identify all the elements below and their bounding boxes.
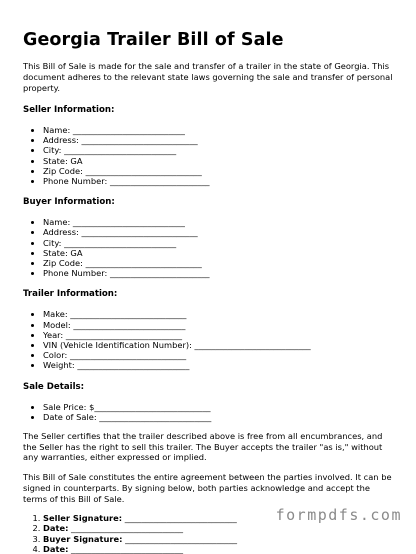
seller-state-field: • State: GA bbox=[43, 156, 393, 166]
trailer-make-field: • Make: ____________________________ bbox=[43, 309, 393, 319]
trailer-model-field: • Model: ___________________________ bbox=[43, 320, 393, 330]
seller-signature-line: ___________________________ bbox=[124, 513, 237, 524]
entire-agreement-paragraph: This Bill of Sale constitutes the entire agreement between the parties involved. It can be signed in counterparts. By signing below, both parties acknowledge and accept the terms of this Bill of Sale. bbox=[23, 472, 392, 504]
seller-name-field: • Name: ___________________________ bbox=[43, 125, 393, 135]
trailer-vin-field: • VIN (Vehicle Identification Number): ____________________________ bbox=[43, 340, 393, 350]
buyer-heading: Buyer Information: bbox=[23, 197, 115, 208]
seller-heading: Seller Information: bbox=[23, 105, 115, 115]
buyer-list bbox=[23, 217, 393, 278]
buyer-address-field: • Address: ____________________________ bbox=[43, 227, 393, 237]
bill-of-sale-document bbox=[23, 28, 393, 554]
seller-address-field: • Address: ____________________________ bbox=[43, 135, 393, 145]
buyer-zip-field: • Zip Code: ____________________________ bbox=[43, 258, 393, 268]
signature-item bbox=[43, 544, 393, 554]
document-title: Georgia Trailer Bill of Sale bbox=[23, 30, 284, 50]
sale-list bbox=[23, 402, 393, 422]
intro-paragraph: This Bill of Sale is made for the sale and transfer of a trailer in the state of Georgia. This document adheres to the relevant state laws governing the sale and transfer of personal property. bbox=[23, 61, 393, 93]
signature-item bbox=[43, 534, 393, 544]
seller-list bbox=[23, 125, 393, 186]
buyer-state-field: • State: GA bbox=[43, 248, 393, 258]
trailer-color-field: • Color: ____________________________ bbox=[43, 350, 393, 360]
buyer-name-field: • Name: ___________________________ bbox=[43, 217, 393, 227]
watermark-text: formpdfs.com bbox=[275, 506, 402, 524]
buyer-date-label: Date: bbox=[43, 543, 69, 554]
buyer-phone-field: • Phone Number: ________________________ bbox=[43, 268, 393, 278]
buyer-signature-label: Buyer Signature: bbox=[43, 533, 123, 544]
seller-date-line: ___________________________ bbox=[71, 523, 184, 534]
trailer-weight-field: • Weight: ___________________________ bbox=[43, 360, 393, 370]
buyer-date-line: ___________________________ bbox=[71, 543, 184, 554]
seller-date-label: Date: bbox=[43, 523, 69, 534]
buyer-city-field: • City: ___________________________ bbox=[43, 238, 393, 248]
trailer-year-field: • Year: ____________________________ bbox=[43, 330, 393, 340]
encumbrances-paragraph: The Seller certifies that the trailer described above is free from all encumbrances, and the Seller has the right to sell this trailer. The Buyer accepts the trailer "as is," without any warranties, either expressed or implied. bbox=[23, 431, 383, 463]
sale-date-field: • Date of Sale: ___________________________ bbox=[43, 412, 393, 422]
sale-price-field: • Sale Price: $____________________________ bbox=[43, 402, 393, 412]
trailer-list bbox=[23, 309, 393, 370]
sale-heading: Sale Details: bbox=[23, 381, 85, 392]
buyer-signature-line: ___________________________ bbox=[125, 533, 238, 544]
seller-zip-field: • Zip Code: ____________________________ bbox=[43, 166, 393, 176]
trailer-heading: Trailer Information: bbox=[23, 289, 118, 300]
seller-phone-field: • Phone Number: ________________________ bbox=[43, 176, 393, 186]
signature-item bbox=[43, 523, 393, 533]
seller-signature-label: Seller Signature: bbox=[43, 513, 123, 524]
seller-city-field: • City: ___________________________ bbox=[43, 145, 393, 155]
